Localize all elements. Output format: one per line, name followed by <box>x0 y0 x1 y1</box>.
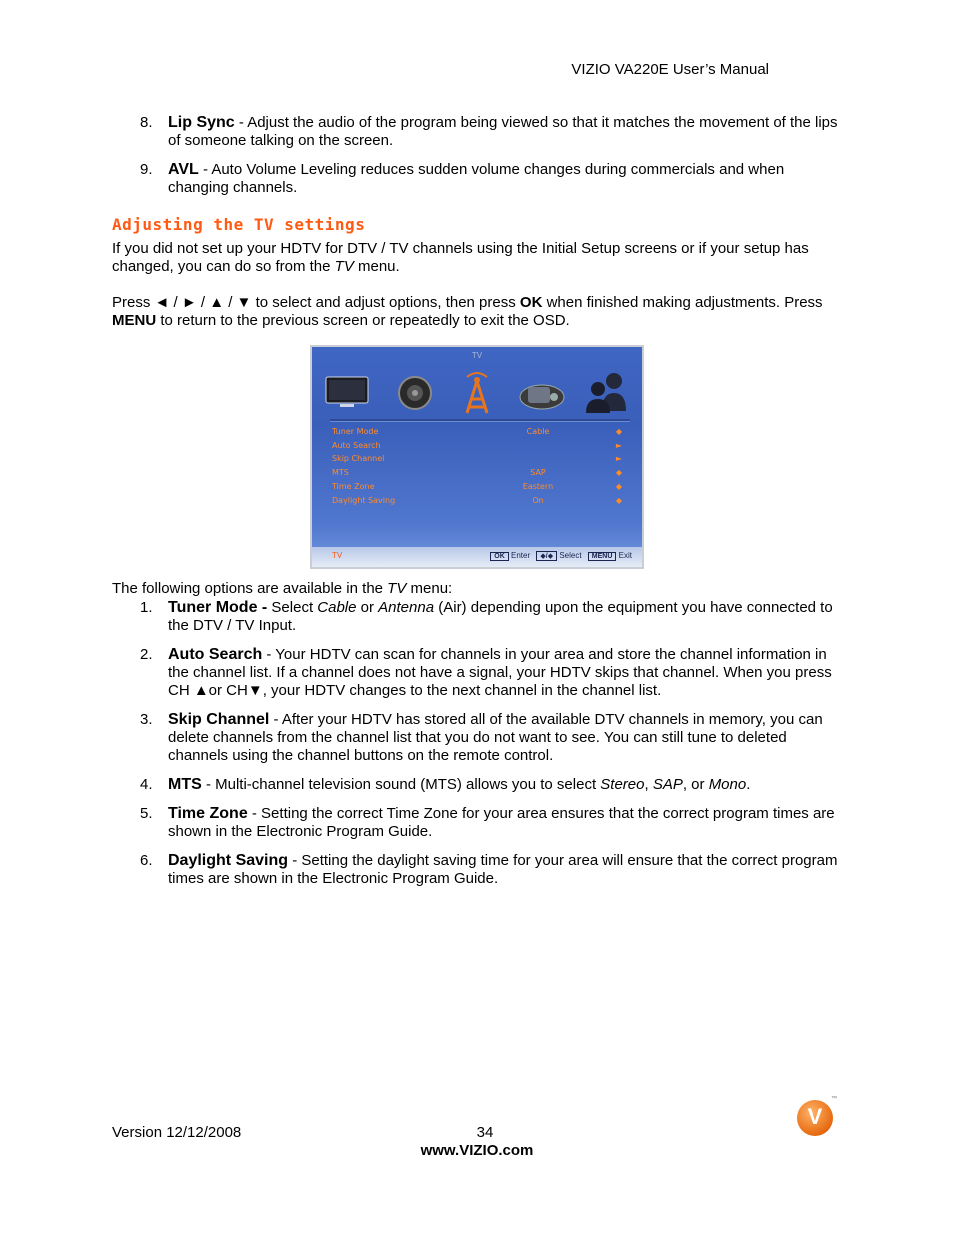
ok-key-label: OK <box>519 294 543 311</box>
item-number: 6. <box>140 852 153 869</box>
item-term: Tuner Mode - <box>168 599 268 616</box>
audio-icon <box>385 367 441 417</box>
option-time-zone <box>112 805 844 841</box>
option-skip-channel <box>112 711 844 765</box>
left-right-arrows-icon: ◆ <box>615 482 623 491</box>
item-text: - Auto Volume Leveling reduces sudden volume changes during commercials and when changing channels. <box>168 161 785 196</box>
page-header: VIZIO VA220E User’s Manual <box>571 61 769 78</box>
menu-key-label: MENU <box>112 312 157 329</box>
menu-key-icon: MENU <box>588 552 617 561</box>
antenna-icon <box>449 367 505 417</box>
right-arrow-icon: ► <box>615 454 623 463</box>
press-text-2: when finished making adjustments. Press <box>542 294 823 311</box>
osd-row-label: MTS <box>332 468 349 477</box>
trademark-mark: ™ <box>831 1096 837 1102</box>
list-item-lip-sync <box>112 114 844 150</box>
press-text: Press ◄ / ► / ▲ / ▼ to select and adjust options, then press <box>112 294 520 311</box>
item-text: Select <box>267 599 318 616</box>
website-link[interactable]: www.VIZIO.com <box>420 1142 534 1159</box>
option-daylight-saving <box>112 852 844 888</box>
osd-row-skip-channel[interactable] <box>332 454 624 468</box>
options-menu-name: TV <box>387 580 407 597</box>
options-intro-end: menu: <box>406 580 453 597</box>
item-term: Skip Channel <box>168 711 270 728</box>
item-number: 3. <box>140 711 153 728</box>
intro-text-end: menu. <box>353 258 400 275</box>
select-key-icon: ◆/◆ <box>536 551 557 561</box>
item-italic: Stereo <box>600 776 645 793</box>
intro-menu-name: TV <box>334 258 354 275</box>
osd-row-label: Time Zone <box>332 482 375 491</box>
option-mts <box>112 776 844 794</box>
item-text: or <box>356 599 379 616</box>
osd-footer <box>312 547 642 567</box>
item-term: Auto Search <box>168 646 263 663</box>
osd-row-mts[interactable] <box>332 468 624 482</box>
users-icon <box>578 367 634 417</box>
options-intro <box>112 580 847 598</box>
tv-icon <box>320 367 376 417</box>
option-tuner-mode <box>112 599 844 635</box>
item-number: 8. <box>140 114 153 131</box>
item-text: - Your HDTV can scan for channels in your area and store the channel information in the channel list. If a channel does not have a signal, your HDTV skips that channel. When you press CH ▲or CH▼, your HDTV changes to the next channel in the channel list. <box>168 646 832 699</box>
item-number: 1. <box>140 599 153 616</box>
item-term: AVL <box>168 161 199 178</box>
item-text: , or <box>682 776 709 793</box>
left-right-arrows-icon: ◆ <box>615 468 623 477</box>
item-number: 2. <box>140 646 153 663</box>
press-text-3: to return to the previous screen or repeatedly to exit the OSD. <box>156 312 570 329</box>
logo-letter: V <box>807 1104 823 1129</box>
right-arrow-icon: ► <box>615 441 623 450</box>
item-term: MTS <box>168 776 202 793</box>
item-italic: Mono <box>708 776 747 793</box>
section-intro <box>112 240 847 276</box>
exit-label: Exit <box>618 551 632 560</box>
enter-label: Enter <box>511 551 531 560</box>
intro-text: If you did not set up your HDTV for DTV / TV channels using the Initial Setup screens or if your setup has changed, you can do so from the <box>112 240 809 275</box>
osd-row-label: Auto Search <box>332 441 381 450</box>
osd-row-value: Eastern <box>522 482 554 491</box>
item-text: - Setting the daylight saving time for your area will ensure that the correct program times are shown in the Electronic Program Guide. <box>168 852 838 887</box>
item-text: . <box>746 776 751 793</box>
osd-icon-bar <box>320 367 634 417</box>
item-text: (Air) depending upon the equipment you have connected to the DTV / TV Input. <box>168 599 833 634</box>
osd-row-auto-search[interactable] <box>332 441 624 455</box>
section-title: Adjusting the TV settings <box>112 215 366 234</box>
item-text: - Multi-channel television sound (MTS) allows you to select <box>201 776 601 793</box>
ok-key-icon: OK <box>490 552 509 561</box>
select-label: Select <box>559 551 582 560</box>
osd-row-time-zone[interactable] <box>332 482 624 496</box>
item-term: Time Zone <box>168 805 248 822</box>
page-number: 34 <box>476 1124 494 1141</box>
osd-divider <box>330 419 630 422</box>
item-number: 9. <box>140 161 153 178</box>
item-text: , <box>644 776 653 793</box>
item-number: 5. <box>140 805 153 822</box>
osd-key-legend <box>486 551 632 561</box>
left-right-arrows-icon: ◆ <box>615 496 623 505</box>
list-item-avl <box>112 161 844 197</box>
option-auto-search <box>112 646 844 700</box>
tv-menu-screenshot <box>310 345 644 569</box>
item-text: - Setting the correct Time Zone for your area ensures that the correct program times are shown in the Electronic Program Guide. <box>168 805 835 840</box>
item-italic: Antenna <box>378 599 435 616</box>
osd-row-value: Cable <box>526 427 550 436</box>
item-term: Daylight Saving <box>168 852 289 869</box>
osd-row-label: Skip Channel <box>332 454 385 463</box>
item-text: - After your HDTV has stored all of the available DTV channels in memory, you can delete channels from the channel list that you do not want to see. You can still tune to deleted channels using the channel buttons on the remote control. <box>168 711 823 764</box>
osd-row-value: On <box>532 496 544 505</box>
version-text: Version 12/12/2008 <box>112 1124 242 1141</box>
osd-row-value: SAP <box>530 468 546 477</box>
item-term: Lip Sync <box>168 114 235 131</box>
vizio-logo-icon <box>797 1096 837 1136</box>
osd-row-daylight-saving[interactable] <box>332 496 624 510</box>
osd-row-label: Tuner Mode <box>332 427 379 436</box>
item-text: - Adjust the audio of the program being viewed so that it matches the movement of the lips of someone talking on the screen. <box>168 114 838 149</box>
osd-title: TV <box>471 351 483 360</box>
osd-row-tuner-mode[interactable] <box>332 427 624 441</box>
item-number: 4. <box>140 776 153 793</box>
osd-row-label: Daylight Saving <box>332 496 396 505</box>
setup-icon <box>514 367 570 417</box>
options-intro-text: The following options are available in the <box>112 580 388 597</box>
left-right-arrows-icon: ◆ <box>615 427 623 436</box>
item-italic: SAP <box>652 776 683 793</box>
item-italic: Cable <box>317 599 357 616</box>
osd-footer-menu-name: TV <box>332 551 343 560</box>
press-instructions <box>112 294 847 330</box>
